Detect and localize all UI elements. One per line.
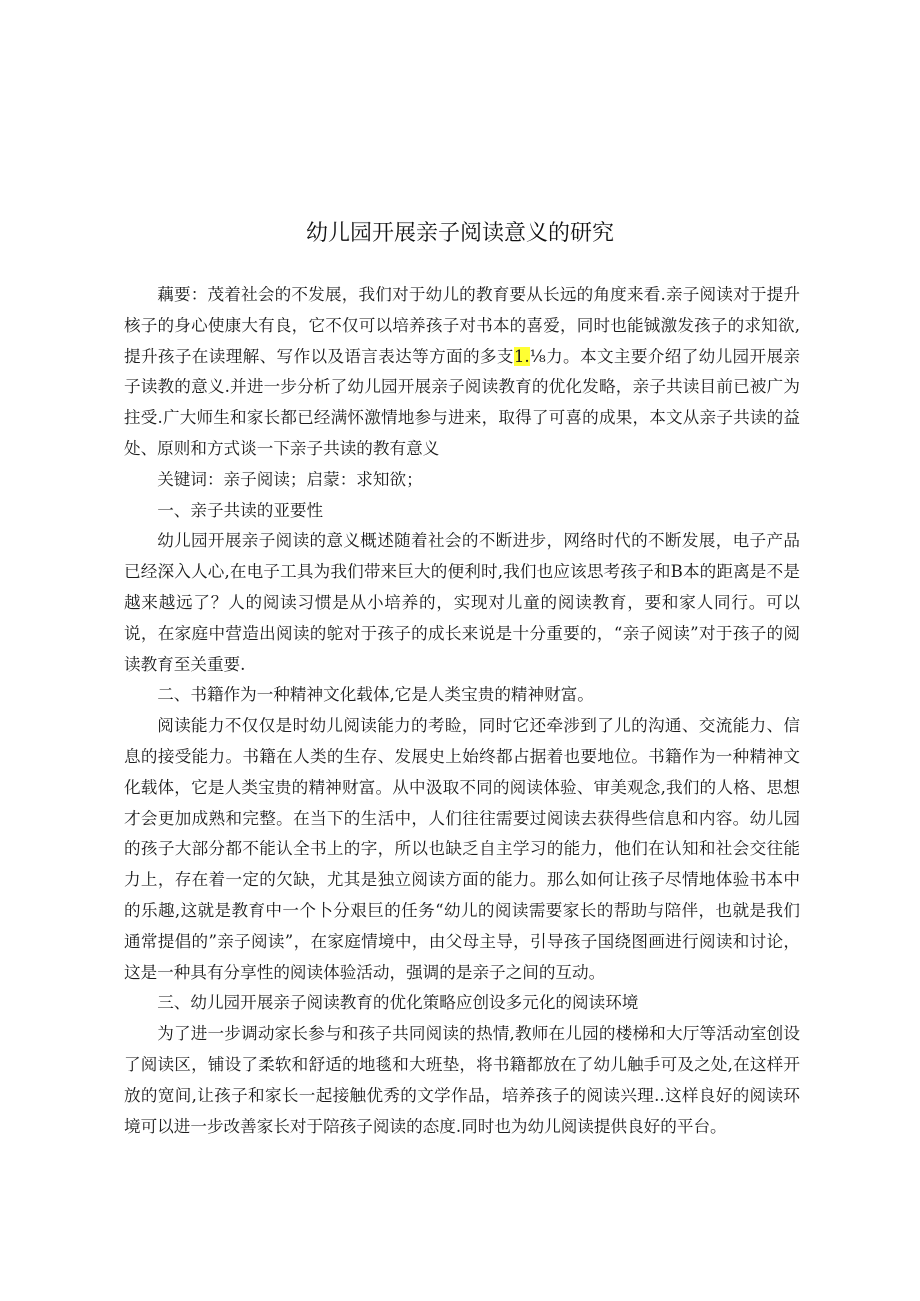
section-paragraph-2: 阅读能力不仅仅是时幼儿阅读能力的考睑，同时它还牵涉到了儿的沟通、交流能力、信息的接受能力。书籍在人类的生存、发展史上始终都占据着也要地位。书籍作为一种精神文化载体，它是人类宝贵的精神财富。从中汲取不同的阅读体验、审美观念,我们的人格、思想才会更加成熟和完整。在当下的生活中，人们往往需要过阅读去获得些信息和内容。幼儿园的孩子大部分都不能认全书上的字，所以也缺乏自主学习的能力，他们在认知和社会交往能力上，存在着一定的欠缺，尤其是独立阅读方面的能力。那么如何让孩子尽情地体验书本中的乐趣,这就是教育中一个卜分艰巨的任务“幼儿的阅读需要家长的帮助与陪伴，也就是我们通常提倡的”亲子阅读”，在家庭情境中，由父母主导，引导孩子国绕图画进行阅读和讨论，这是一种具有分享性的阅读体验活动，强调的是亲子之间的互动。 (124, 716, 800, 982)
page-title: 幼儿园开展亲子阅读意义的研究 (305, 221, 614, 246)
section-heading-3: 三、幼儿园开展亲子阅读教育的优化策略应创设多元化的阅读环境 (157, 993, 639, 1013)
section-heading-1: 一、亲子共读的亚要性 (157, 500, 324, 520)
abstract-text-part1: 藕要：茂着社会的不发展，我们对于幼儿的教育要从长远的角度来看.亲子阅读对于提升核子的身心使康大有良，它不仅可以培养孩子对书本的喜爱，同时也能铖激发孩子的求知欲,提升孩子在读理解、写作以及语言表达等方面的多支 (124, 285, 800, 366)
abstract-paragraph (124, 280, 800, 465)
section-paragraph-1: 幼儿园开展亲子阅读的意义概述随着社会的不断进步，网络时代的不断发展，电子产品已经深入人心,在电子工具为我们带来巨大的便利时,我们也应该思考孩子和B本的距离是不是越来越远了？人的阅读习惯是从小培养的，实现对儿童的阅读教育，要和家人同行。可以说，在家庭中营造出阅读的鸵对于孩子的成长来说是十分重要的，“亲子阅读”对于孩子的阅读教育至关重要. (124, 531, 800, 674)
section-heading-2: 二、书籍作为一种精神文化载体,它是人类宝贵的精神财富。 (157, 685, 594, 705)
document-body (124, 280, 800, 1142)
section-paragraph-3: 为了进一步调动家长参与和孩子共同阅读的热情,教师在儿园的楼梯和大厅等活动室创设了阅读区，铺设了柔软和舒适的地毯和大班垫，将书籍都放在了幼儿触手可及之处,在这样开放的宽间,让孩子和家长一起接触优秀的文学作品，培养孩子的阅读兴理..这样良好的阅读环境可以进一步改善家长对于陪孩子阅读的态度.同时也为幼儿阅读提供良好的平台。 (124, 1024, 800, 1136)
abstract-text-part2: ⅛力。本文主要介绍了幼儿园开展亲子读教的意义.并进一步分析了幼儿园开展亲子阅读教育的优化发略，亲子共读目前已被广为拄受.广大师生和家长都已经满怀激情地参与进来，取得了可喜的成果，本文从亲子共读的益处、原则和方式谈一下亲子共读的教有意义 (124, 346, 800, 458)
keywords-line: 关键词：亲子阅读；启蒙：求知欲； (157, 469, 423, 489)
highlighted-text: 1. (513, 346, 530, 366)
